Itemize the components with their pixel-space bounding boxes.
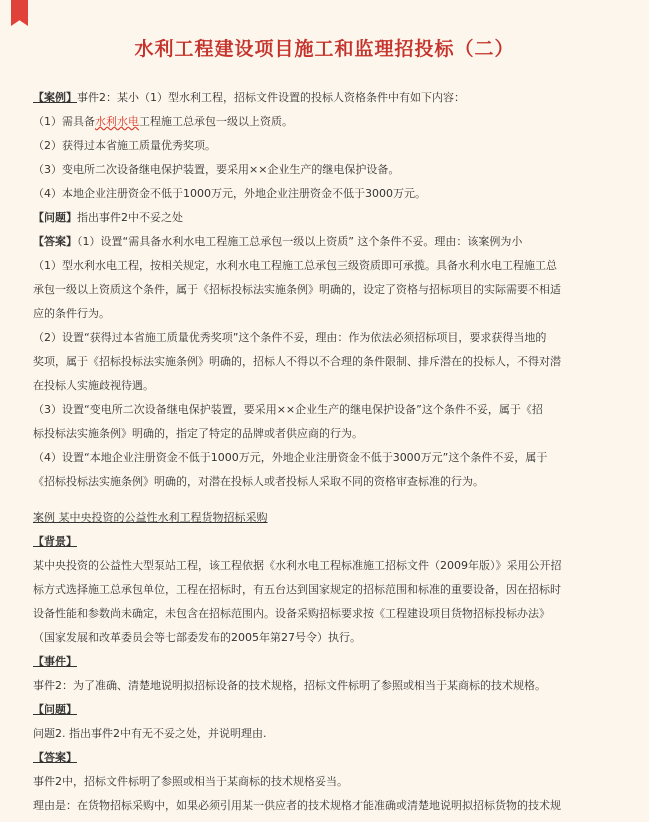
document-body — [33, 86, 621, 818]
answer-4-line-1: （4）设置“本地企业注册资金不低于1000万元，外地企业注册资金不低于3000万元”这个条件不妥，属于 — [33, 451, 548, 464]
question-tag: 【问题】 — [33, 211, 77, 224]
question-text: 指出事件2中不妥之处 — [77, 211, 183, 224]
highlighted-term: 水利水电 — [95, 115, 139, 128]
question-2-tag: 【问题】 — [33, 703, 77, 716]
background-line-3: 设备性能和参数尚未确定，未包含在招标范围内。设备采购招标要求按《工程建设项目货物招标投标办法》 — [33, 607, 550, 620]
condition-4: （4）本地企业注册资金不低于1000万元，外地企业注册资金不低于3000万元。 — [33, 187, 426, 200]
question-2-text: 问题2. 指出事件2中有无不妥之处，并说明理由. — [33, 727, 267, 740]
answer-1-line-1 — [33, 230, 621, 254]
answer-3-line-2: 标投标法实施条例》明确的，指定了特定的品牌或者供应商的行为。 — [33, 427, 363, 440]
answer-2-line-2: 奖项，属于《招标投标法实施条例》明确的，招标人不得以不合理的条件限制、排斥潜在的投标人，不得对潜 — [33, 355, 561, 368]
condition-1 — [33, 110, 621, 134]
bookmark-icon — [11, 0, 28, 26]
answer-2-tag: 【答案】 — [33, 751, 77, 764]
case-text: 事件2：某小（1）型水利工程，招标文件设置的投标人资格条件中有如下内容： — [77, 91, 465, 104]
answer-2-line-3: 在投标人实施歧视待遇。 — [33, 379, 154, 392]
answer-text: （1）设置“需具备水利水电工程施工总承包一级以上资质” 这个条件不妥。理由：该案例为小 — [77, 235, 523, 248]
background-tag: 【背景】 — [33, 535, 77, 548]
event-text: 事件2：为了准确、清楚地说明拟招标设备的技术规格，招标文件标明了参照或相当于某商标的技术规格。 — [33, 679, 546, 692]
case-intro — [33, 86, 621, 110]
answer-tag: 【答案】 — [33, 235, 77, 248]
answer-3-line-1: （3）设置“变电所二次设备继电保护装置，要采用××企业生产的继电保护设备”这个条件不妥，属于《招 — [33, 403, 543, 416]
page-title: 水利工程建设项目施工和监理招投标（二） — [134, 38, 515, 60]
answer-2-line-1: （2）设置“获得过本省施工质量优秀奖项”这个条件不妥，理由：作为依法必须招标项目，要求获得当地的 — [33, 331, 547, 344]
case-2-answer-line-2: 理由是：在货物招标采购中，如果必须引用某一供应者的技术规格才能准确或清楚地说明拟招标货物的技术规 — [33, 799, 561, 812]
question — [33, 206, 621, 230]
condition-2: （2）获得过本省施工质量优秀奖项。 — [33, 139, 216, 152]
background-line-4: （国家发展和改革委员会等七部委发布的2005年第27号令）执行。 — [33, 631, 361, 644]
condition-1-suffix: 工程施工总承包一级以上资质。 — [139, 115, 293, 128]
event-tag: 【事件】 — [33, 655, 77, 668]
case-tag: 【案例】 — [33, 91, 77, 104]
answer-4-line-2: 《招标投标法实施条例》明确的，对潜在投标人或者投标人采取不同的资格审查标准的行为。 — [33, 475, 484, 488]
case-2-answer-line-1: 事件2中，招标文件标明了参照或相当于某商标的技术规格妥当。 — [33, 775, 348, 788]
condition-1-prefix: （1）需具备 — [33, 115, 95, 128]
answer-1-line-3: 承包一级以上资质这个条件，属于《招标投标法实施条例》明确的，设定了资格与招标项目的实际需要不相适 — [33, 283, 561, 296]
background-line-1: 某中央投资的公益性大型泵站工程，该工程依据《水利水电工程标准施工招标文件（2009年版）》采用公开招 — [33, 559, 562, 572]
case-2-heading: 案例 某中央投资的公益性水利工程货物招标采购 — [33, 511, 268, 524]
section-gap — [33, 494, 621, 506]
answer-1-line-4: 应的条件行为。 — [33, 307, 110, 320]
answer-1-line-2: （1）型水利水电工程，按相关规定，水利水电工程施工总承包三级资质即可承揽。具备水利水电工程施工总 — [33, 259, 557, 272]
condition-3: （3）变电所二次设备继电保护装置，要采用××企业生产的继电保护设备。 — [33, 163, 400, 176]
background-line-2: 标方式选择施工总承包单位，工程在招标时，有五台达到国家规定的招标范围和标准的重要设备，因在招标时 — [33, 583, 561, 596]
